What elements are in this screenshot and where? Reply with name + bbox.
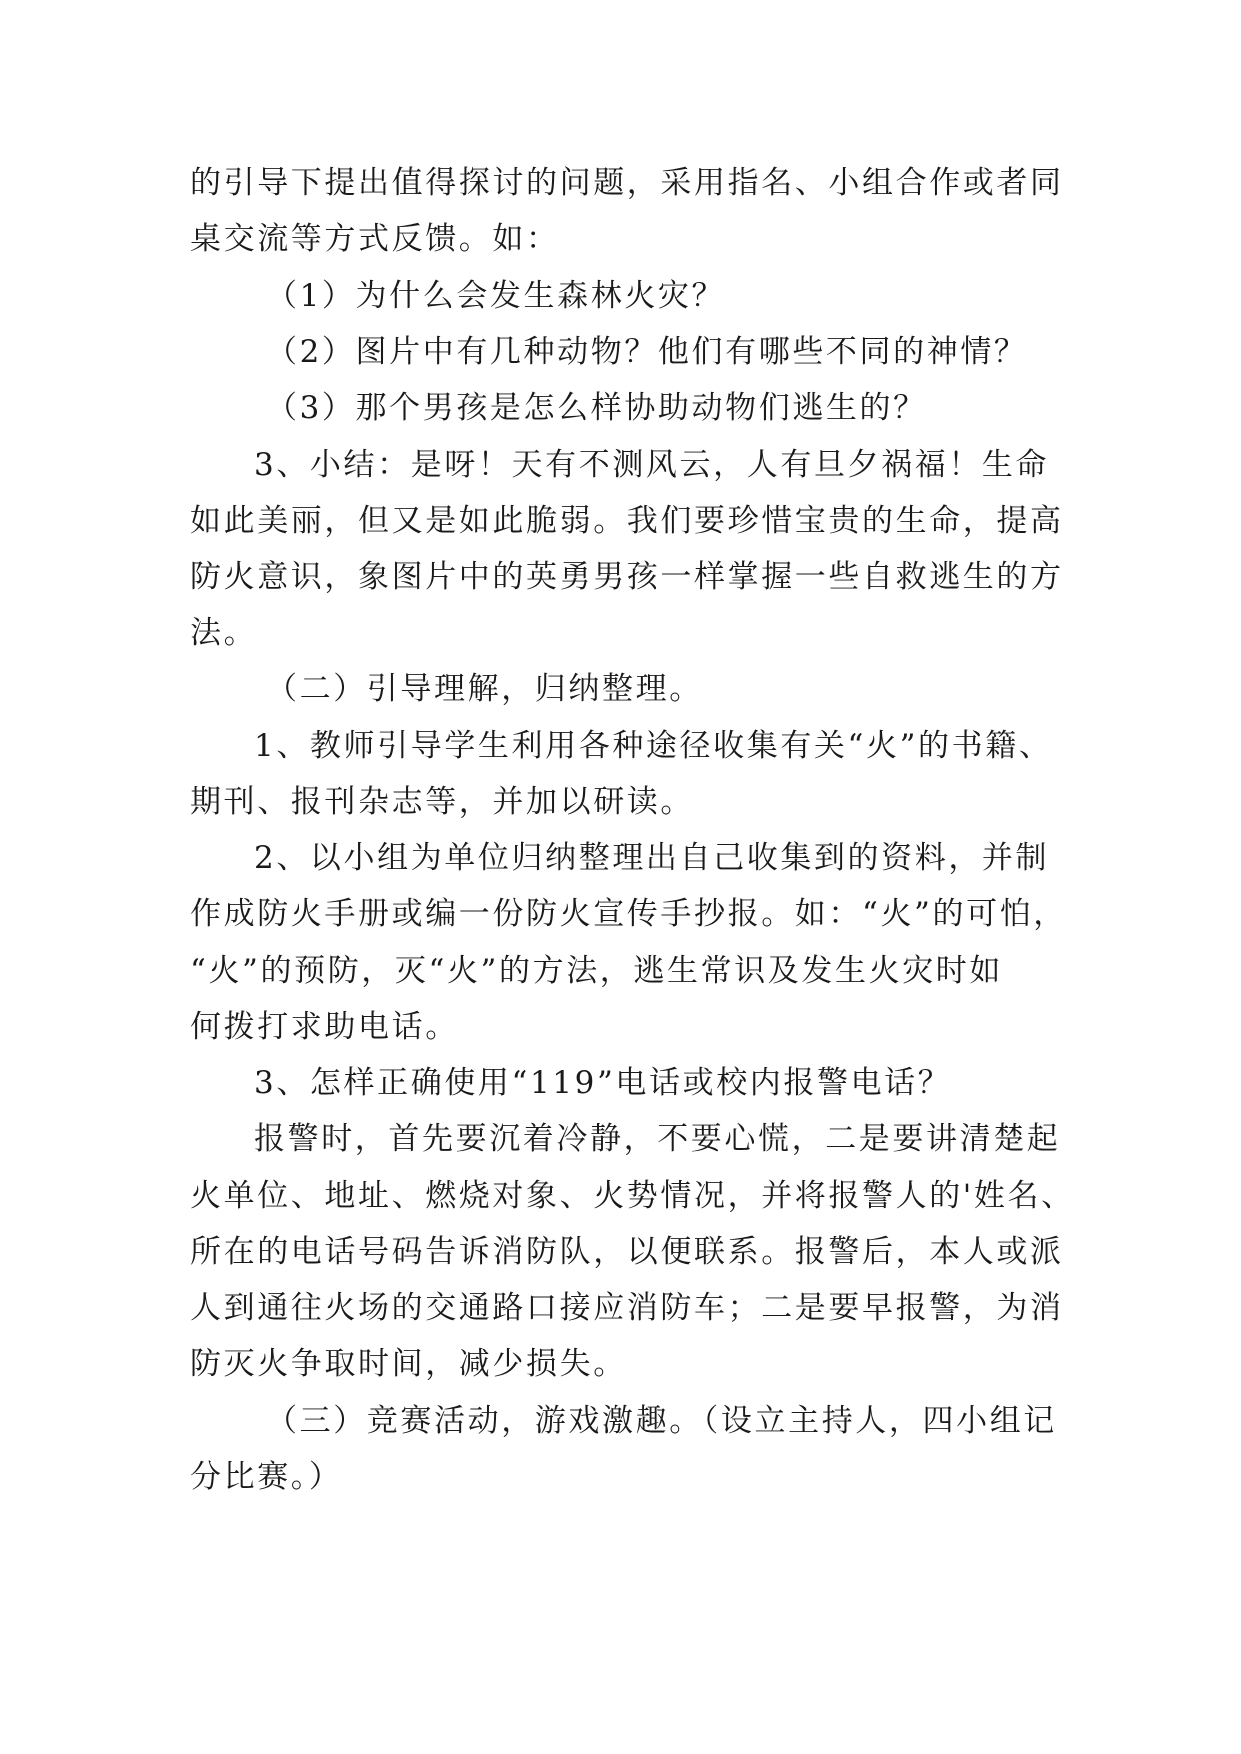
paragraph-line: 法。 [190,615,258,651]
paragraph-line: 1、教师引导学生利用各种途径收集有关“火”的书籍、 [254,728,1053,764]
paragraph-line: 分比赛。） [190,1459,343,1495]
paragraph-line: 桌交流等方式反馈。如： [190,221,560,257]
paragraph-line: 何拨打求助电话。 [190,1009,459,1045]
paragraph-line: 2、以小组为单位归纳整理出自己收集到的资料，并制 [254,840,1050,876]
paragraph-line: 人到通往火场的交通路口接应消防车；二是要早报警，为消 [190,1290,1064,1326]
paragraph-line: 所在的电话号码告诉消防队，以便联系。报警后，本人或派 [190,1234,1064,1270]
question-item: （1）为什么会发生森林火灾？ [266,278,726,314]
paragraph-line: 3、小结：是呀！天有不测风云，人有旦夕祸福！生命 [254,447,1050,483]
paragraph-line: 期刊、报刊杂志等，并加以研读。 [190,784,694,820]
paragraph-line: 火单位、地址、燃烧对象、火势情况，并将报警人的'姓名、 [190,1178,1075,1214]
paragraph-line: 如此美丽，但又是如此脆弱。我们要珍惜宝贵的生命，提高 [190,503,1064,539]
paragraph-line: 的引导下提出值得探讨的问题，采用指名、小组合作或者同 [190,165,1064,201]
question-item: （2）图片中有几种动物？他们有哪些不同的神情？ [266,334,1028,370]
section-heading: （三）竞赛活动，游戏激趣。（设立主持人，四小组记 [266,1403,1057,1439]
paragraph-line: 防火意识，象图片中的英勇男孩一样掌握一些自救逃生的方 [190,559,1064,595]
question-item: （3）那个男孩是怎么样协助动物们逃生的？ [266,390,927,426]
paragraph-line: 报警时，首先要沉着冷静，不要心慌，二是要讲清楚起 [254,1121,1061,1157]
section-heading: （二）引导理解，归纳整理。 [266,671,703,707]
paragraph-line: “火”的预防，灭“火”的方法，逃生常识及发生火灾时如 [190,953,1003,989]
paragraph-line: 作成防火手册或编一份防火宣传手抄报。如：“火”的可怕， [190,896,1067,932]
paragraph-line: 3、怎样正确使用“119”电话或校内报警电话？ [254,1065,952,1101]
paragraph-line: 防灭火争取时间，减少损失。 [190,1346,627,1382]
